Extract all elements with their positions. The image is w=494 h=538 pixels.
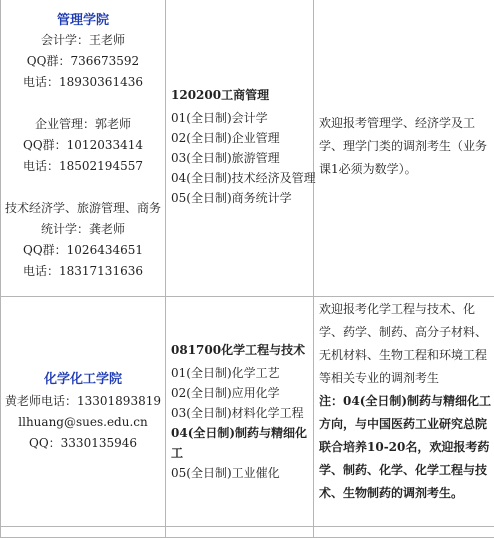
major-item: 02(全日制)应用化学	[171, 383, 313, 403]
contact-line: QQ群：1026434651	[1, 240, 165, 261]
contact-line: QQ群：736673592	[1, 51, 165, 72]
school-cell	[1, 297, 166, 527]
empty-cell	[1, 527, 166, 538]
major-item: 04(全日制)制药与精细化工	[171, 423, 313, 463]
contact-line: QQ群：1012033414	[1, 135, 165, 156]
contact-line: 电话：18930361436	[1, 72, 165, 93]
contact-line: 黄老师电话：13301893819	[1, 391, 165, 412]
note-cell	[314, 0, 494, 297]
spacer	[1, 93, 165, 114]
major-block	[166, 85, 313, 208]
note-text: 欢迎报考管理学、经济学及工学、理学门类的调剂考生（业务课1必须为数学）。	[314, 112, 494, 181]
school-name: 管理学院	[1, 12, 165, 30]
contact-line: 技术经济学、旅游管理、商务统计学：龚老师	[1, 198, 165, 240]
major-title: 081700化学工程与技术	[171, 340, 313, 361]
note-bold: 注：04(全日制)制药与精细化工方向，与中国医药工业研究总院联合培养10-20名，欢迎报考药学、制药、化学、化学工程与技术、生物制药的调剂考生。	[319, 390, 492, 505]
major-item: 01(全日制)会计学	[171, 108, 313, 128]
note-regular: 欢迎报考化学工程与技术、化学、药学、制药、高分子材料、无机材料、生物工程和环境工程等相关专业的调剂考生	[319, 302, 487, 385]
empty-cell	[166, 527, 314, 538]
contact-line: 企业管理：郭老师	[1, 114, 165, 135]
empty-cell	[314, 527, 494, 538]
spacer	[1, 177, 165, 198]
contact-line: 会计学：王老师	[1, 30, 165, 51]
major-item: 04(全日制)技术经济及管理	[171, 168, 313, 188]
major-title: 120200工商管理	[171, 85, 313, 106]
major-item: 03(全日制)旅游管理	[171, 148, 313, 168]
major-item: 05(全日制)商务统计学	[171, 188, 313, 208]
major-cell	[166, 0, 314, 297]
major-item: 05(全日制)工业催化	[171, 463, 313, 483]
major-item: 01(全日制)化学工艺	[171, 363, 313, 383]
contact-line: 电话：18502194557	[1, 156, 165, 177]
table-row	[1, 297, 494, 527]
major-item: 02(全日制)企业管理	[171, 128, 313, 148]
note-text	[314, 297, 494, 505]
contact-line: 电话：18317131636	[1, 261, 165, 282]
note-cell	[314, 297, 494, 527]
contact-line: QQ：3330135946	[1, 433, 165, 454]
table-row	[1, 0, 494, 297]
major-block	[166, 340, 313, 483]
school-name: 化学化工学院	[1, 369, 165, 391]
major-cell	[166, 297, 314, 527]
contact-line: llhuang@sues.edu.cn	[1, 412, 165, 433]
school-cell	[1, 0, 166, 297]
major-item: 03(全日制)材料化学工程	[171, 403, 313, 423]
table-row-partial	[1, 527, 494, 538]
